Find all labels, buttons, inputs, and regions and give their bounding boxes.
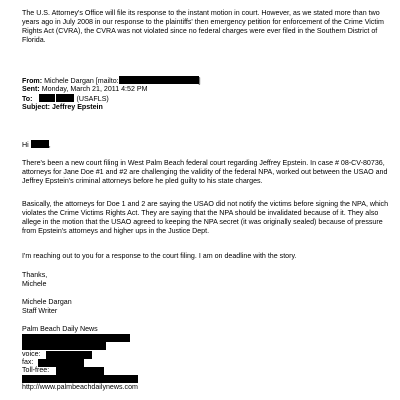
redacted-greeting-name [31,140,49,148]
redacted-email [119,76,199,84]
sent-line [22,85,148,94]
from-label: From: [22,77,43,85]
redacted-tollfree-number [56,367,104,375]
subject-value: Jeffrey Epstein [51,103,103,111]
signature-org: Palm Beach Daily News [22,325,98,333]
subject-line [22,103,103,112]
signature-url[interactable]: http://www.palmbeachdailynews.com [22,383,138,391]
to-value: (USAFLS) [76,95,109,103]
tollfree-line [22,366,49,375]
intro-paragraph: The U.S. Attorney's Office will file its response to the instant motion in court. However, as we stated more than two years ago in July 2008 in our response to the plaintiffs' then emergency petition for enforcement of the Crime Victim Rights Act (CVRA), the CVRA was not violated since no federal charges were ever filed in the Southern District of Florida. [22,9,384,44]
signature-title: Staff Writer [22,307,58,315]
signoff-thanks: Thanks, [22,271,48,279]
voice-label: voice: [22,350,41,358]
from-close: ] [198,77,201,85]
body-paragraph-3: I'm reaching out to you for a response to the court filing. I am on deadline with the story. [22,252,297,260]
redacted-address-line-1 [22,334,130,342]
fax-label: fax: [22,358,34,366]
signature-name: Michele Dargan [22,298,72,306]
signoff-name: Michele [22,280,47,288]
redacted-recipient-last [56,94,74,102]
redacted-recipient-first [39,94,55,102]
sent-value: Monday, March 21, 2011 4:52 PM [41,85,148,93]
subject-label: Subject: [22,103,50,111]
to-label: To: [22,95,33,103]
redacted-email-line [22,375,138,383]
redacted-address-line-2 [22,342,106,350]
sent-label: Sent: [22,85,40,93]
greeting-line: Hi , [22,141,51,149]
redacted-voice-number [46,351,92,359]
body-paragraph-2: Basically, the attorneys for Doe 1 and 2 are saying the USAO did not notify the victims before signing the NPA, which violates the Crime Victims Rights Act. They are saying that the NPA should be invalidated because of it. They also allege in the motion that the USAO agreed to keeping the NPA secret (it was originally sealed) because of pressure from Epstein's attorneys and higher ups in the Justice Dept. [22,200,389,235]
body-paragraph-1: There's been a new court filing in West Palm Beach federal court regarding Jeffrey Epstein. In case # 08-CV-80736, attorneys for Jane Doe #1 and #2 are challenging the validity of the federal NPA, worked out between the USAO and Jeffrey Epstein's criminal attorneys before he pled guilty to his state charges. [22,159,388,185]
greeting: Hi [22,141,29,149]
from-value: Michele Dargan [mailto: [44,77,119,85]
tollfree-label: Toll-free: [22,366,50,374]
